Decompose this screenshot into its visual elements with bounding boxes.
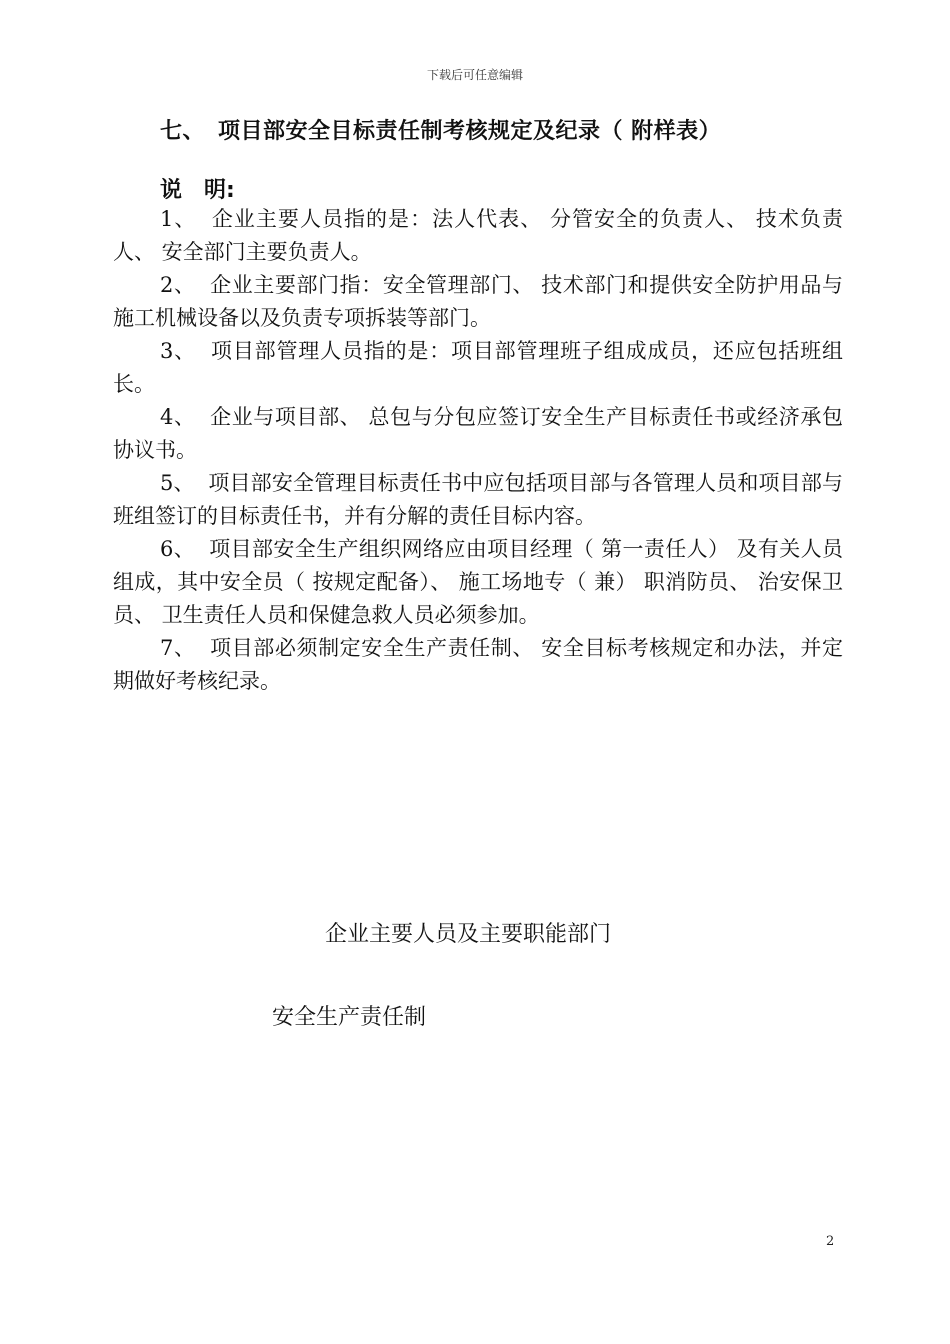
section-number: 七、 [160,119,206,144]
item-index: 5、 [160,471,195,495]
subheading-responsibility: 安全生产责任制 [272,1005,427,1030]
item-text: 项目部安全生产组织网络应由项目经理（ 第一责任人） 及有关人员组成，其中安全员（ 按规定配备）、 施工场地专（ 兼） 职消防员、 治安保卫员、 卫生责任人员和保健急救人员必须参加。 [113,537,843,627]
item-text: 企业主要人员指的是：法人代表、 分管安全的负责人、 技术负责人、 安全部门主要负责人。 [113,207,843,264]
list-item [113,467,843,533]
section-title [160,114,860,145]
item-text: 企业主要部门指：安全管理部门、 技术部门和提供安全防护用品与施工机械设备以及负责专项拆装等部门。 [113,273,843,330]
list-item [113,632,843,698]
item-index: 1、 [160,207,197,231]
section-title-text: 项目部安全目标责任制考核规定及纪录（ 附样表） [218,119,722,144]
item-text: 企业与项目部、 总包与分包应签订安全生产目标责任书或经济承包协议书。 [113,405,843,462]
subheading-main-personnel: 企业主要人员及主要职能部门 [325,922,612,947]
list-item [113,533,843,632]
page-number: 2 [826,1234,835,1249]
item-index: 2、 [160,273,196,297]
header-note: 下载后可任意编辑 [426,68,523,82]
explanation-heading: 说 明: [160,178,235,203]
item-text: 项目部安全管理目标责任书中应包括项目部与各管理人员和项目部与班组签订的目标责任书，并有分解的责任目标内容。 [113,471,843,528]
item-index: 7、 [160,636,196,660]
list-item [113,203,843,269]
item-text: 项目部管理人员指的是：项目部管理班子组成成员，还应包括班组长。 [113,339,843,396]
list-item [113,269,843,335]
item-index: 3、 [160,339,197,363]
list-item [113,401,843,467]
explanation-list [113,203,843,698]
item-text: 项目部必须制定安全生产责任制、 安全目标考核规定和办法，并定期做好考核纪录。 [113,636,843,693]
item-index: 4、 [160,405,196,429]
list-item [113,335,843,401]
item-index: 6、 [160,537,196,561]
